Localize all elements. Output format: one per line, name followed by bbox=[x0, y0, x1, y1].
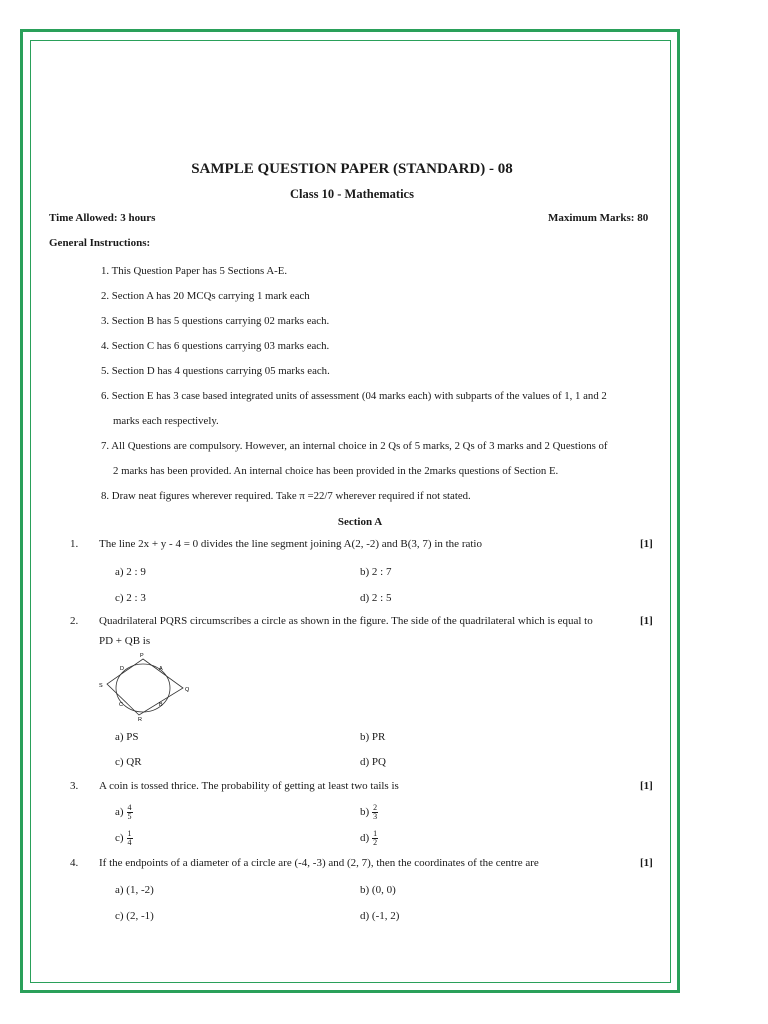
option-a: a) PS bbox=[115, 731, 139, 743]
fraction-denominator: 5 bbox=[127, 812, 132, 821]
option-prefix: c) bbox=[115, 832, 124, 845]
option-d: d) (-1, 2) bbox=[360, 910, 400, 922]
figure-label-b: B bbox=[159, 702, 163, 708]
question-marks: [1] bbox=[640, 538, 653, 550]
instruction-item: 8. Draw neat figures wherever required. Take π =22/7 wherever required if not stated. bbox=[101, 490, 471, 502]
figure-label-d: D bbox=[120, 666, 124, 672]
question-marks: [1] bbox=[640, 780, 653, 792]
figure-label-q: Q bbox=[185, 687, 190, 693]
question-text: A coin is tossed thrice. The probability of getting at least two tails is bbox=[99, 780, 399, 792]
instruction-item-continued: marks each respectively. bbox=[113, 415, 219, 427]
instruction-item-continued: 2 marks has been provided. An internal choice has been provided in the 2marks questions of Section E. bbox=[113, 465, 559, 477]
figure-label-s: S bbox=[99, 683, 103, 689]
section-heading: Section A bbox=[337, 516, 383, 528]
option-c bbox=[115, 830, 133, 847]
question-number: 3. bbox=[70, 780, 79, 792]
instruction-item: 6. Section E has 3 case based integrated units of assessment (04 marks each) with subparts of the values of 1, 1 and 2 bbox=[101, 390, 607, 402]
fraction bbox=[127, 830, 133, 847]
fraction-numerator: 4 bbox=[127, 803, 132, 812]
option-d: d) 2 : 5 bbox=[360, 592, 392, 604]
fraction bbox=[127, 804, 133, 821]
question-marks: [1] bbox=[640, 615, 653, 627]
question-marks: [1] bbox=[640, 857, 653, 869]
paper-subtitle: Class 10 - Mathematics bbox=[290, 187, 414, 201]
option-c: c) (2, -1) bbox=[115, 910, 154, 922]
option-a bbox=[115, 804, 133, 821]
fraction-denominator: 3 bbox=[373, 812, 378, 821]
option-prefix: d) bbox=[360, 832, 370, 845]
option-b bbox=[360, 804, 378, 821]
maximum-marks: Maximum Marks: 80 bbox=[548, 212, 649, 224]
option-a: a) 2 : 9 bbox=[115, 566, 146, 578]
option-b: b) (0, 0) bbox=[360, 884, 396, 896]
instruction-item: 1. This Question Paper has 5 Sections A-E. bbox=[101, 265, 288, 277]
instruction-item: 4. Section C has 6 questions carrying 03 marks each. bbox=[101, 340, 330, 352]
instruction-item: 2. Section A has 20 MCQs carrying 1 mark each bbox=[101, 290, 310, 302]
option-prefix: b) bbox=[360, 806, 370, 819]
fraction bbox=[372, 830, 378, 847]
fraction-numerator: 1 bbox=[373, 829, 378, 838]
fraction-denominator: 4 bbox=[127, 838, 132, 847]
question-number: 1. bbox=[70, 538, 79, 550]
instructions-heading: General Instructions: bbox=[49, 237, 151, 249]
figure-label-c: C bbox=[119, 702, 123, 708]
option-c: c) 2 : 3 bbox=[115, 592, 146, 604]
option-b: b) PR bbox=[360, 731, 386, 743]
figure-label-r: R bbox=[138, 717, 142, 722]
figure-label-p: P bbox=[140, 653, 144, 659]
instruction-item: 3. Section B has 5 questions carrying 02 marks each. bbox=[101, 315, 330, 327]
question-text: Quadrilateral PQRS circumscribes a circle as shown in the figure. The side of the quadrilateral which is equal to bbox=[99, 615, 593, 627]
fraction bbox=[372, 804, 378, 821]
instruction-item: 7. All Questions are compulsory. However, an internal choice in 2 Qs of 5 marks, 2 Qs of 3 marks and 2 Questions of bbox=[101, 440, 608, 452]
time-allowed: Time Allowed: 3 hours bbox=[49, 212, 156, 224]
option-b: b) 2 : 7 bbox=[360, 566, 392, 578]
instruction-item: 5. Section D has 4 questions carrying 05 marks each. bbox=[101, 365, 330, 377]
quadrilateral-circle-figure bbox=[95, 650, 195, 722]
paper-title: SAMPLE QUESTION PAPER (STANDARD) - 08 bbox=[191, 161, 513, 177]
question-text-continued: PD + QB is bbox=[99, 635, 151, 647]
option-d: d) PQ bbox=[360, 756, 386, 768]
question-number: 2. bbox=[70, 615, 79, 627]
question-number: 4. bbox=[70, 857, 79, 869]
fraction-numerator: 1 bbox=[127, 829, 132, 838]
option-d bbox=[360, 830, 378, 847]
question-text: The line 2x + y - 4 = 0 divides the line segment joining A(2, -2) and B(3, 7) in the ratio bbox=[99, 538, 482, 550]
figure-label-a: A bbox=[159, 666, 163, 672]
option-prefix: a) bbox=[115, 806, 124, 819]
option-c: c) QR bbox=[115, 756, 142, 768]
option-a: a) (1, -2) bbox=[115, 884, 154, 896]
fraction-numerator: 2 bbox=[373, 803, 378, 812]
question-text: If the endpoints of a diameter of a circle are (-4, -3) and (2, 7), then the coordinates of the centre are bbox=[99, 857, 539, 869]
fraction-denominator: 2 bbox=[373, 838, 378, 847]
